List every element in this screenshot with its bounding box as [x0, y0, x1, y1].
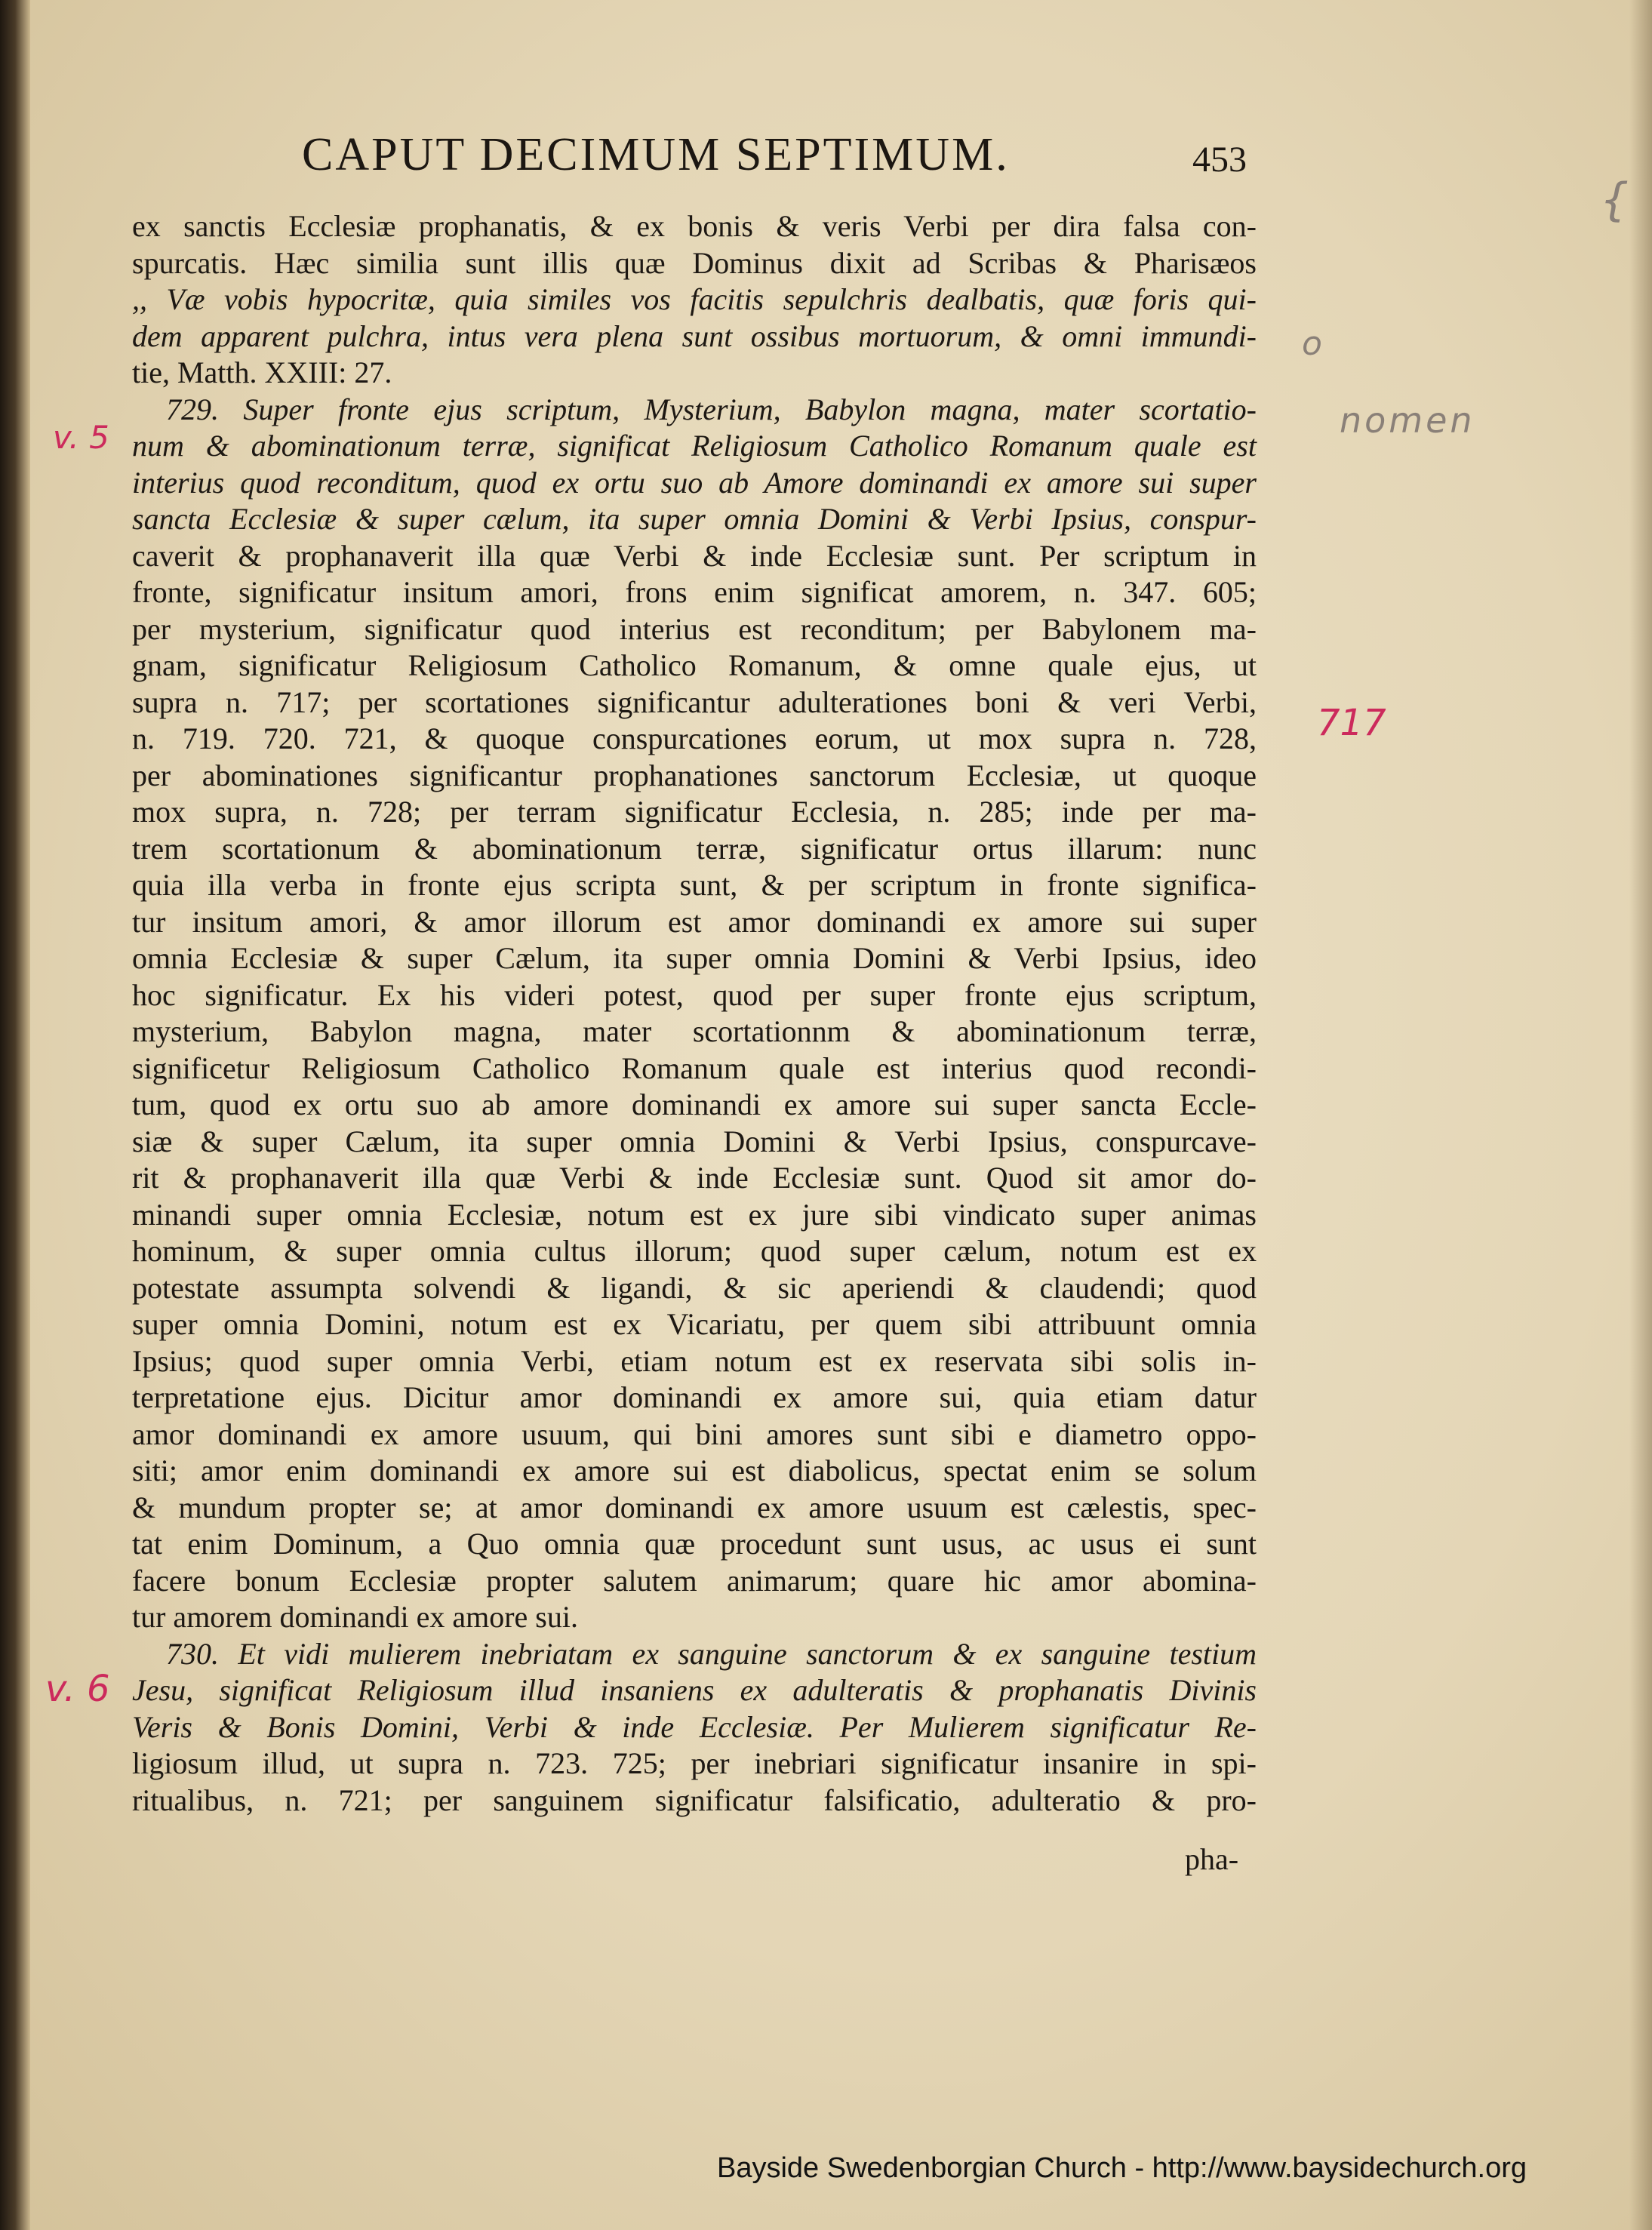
- text-line: amor dominandi ex amore usuum, qui bini amores sunt sibi e diametro oppo-: [132, 1416, 1257, 1451]
- text-line: ligiosum illud, ut supra n. 723. 725; per inebriari significatur insanire in spi-: [132, 1746, 1257, 1780]
- margin-note-717: 717: [1317, 702, 1386, 744]
- text-line: ritualibus, n. 721; per sanguinem significatur falsificatio, adulteratio & pro-: [132, 1782, 1257, 1817]
- text-line: terpretatione ejus. Dicitur amor dominandi ex amore sui, quia etiam datur: [132, 1380, 1257, 1414]
- catchword: pha-: [1185, 1842, 1239, 1876]
- text-line: supra n. 717; per scortationes significantur adulterationes boni & veri Verbi,: [132, 684, 1257, 719]
- text-line: potestate assumpta solvendi & ligandi, & sic aperiendi & claudendi; quod: [132, 1270, 1257, 1305]
- text-line: & mundum propter se; at amor dominandi ex amore usuum est cælestis, spec-: [132, 1490, 1257, 1524]
- text-line: sancta Ecclesiæ & super cælum, ita super omnia Domini & Verbi Ipsius, conspur-: [132, 502, 1257, 536]
- text-line: interius quod reconditum, quod ex ortu suo ab Amore dominandi ex amore sui super: [132, 465, 1257, 500]
- text-line: Ipsius; quod super omnia Verbi, etiam notum est ex reservata sibi solis in-: [132, 1343, 1257, 1378]
- page-header: [302, 128, 1283, 196]
- text-line: minandi super omnia Ecclesiæ, notum est ex jure sibi vindicato super animas: [132, 1197, 1257, 1232]
- text-line: mysterium, Babylon magna, mater scortationnm & abominationum terræ,: [132, 1014, 1257, 1048]
- text-line: siæ & super Cælum, ita super omnia Domini & Verbi Ipsius, conspurcave-: [132, 1124, 1257, 1158]
- text-line: ,, Væ vobis hypocritæ, quia similes vos facitis sepulchris dealbatis, quæ foris qui-: [132, 282, 1257, 316]
- watermark: Bayside Swedenborgian Church - http://www.baysidechurch.org: [717, 2152, 1527, 2184]
- margin-bracket-mark: {: [1600, 174, 1629, 226]
- text-line: significetur Religiosum Catholico Romanum quale est interius quod recondi-: [132, 1050, 1257, 1085]
- text-line: facere bonum Ecclesiæ propter salutem animarum; quare hic amor abomina-: [132, 1563, 1257, 1598]
- text-line: n. 719. 720. 721, & quoque conspurcationes eorum, ut mox supra n. 728,: [132, 721, 1257, 755]
- text-line: trem scortationum & abominationum terræ, significatur ortus illarum: nunc: [132, 831, 1257, 866]
- text-line: mox supra, n. 728; per terram significatur Ecclesia, n. 285; inde per ma-: [132, 795, 1257, 829]
- text-line: omnia Ecclesiæ & super Cælum, ita super omnia Domini & Verbi Ipsius, ideo: [132, 941, 1257, 975]
- text-line: tur amorem dominandi ex amore sui.: [132, 1600, 578, 1634]
- text-line: gnam, significatur Religiosum Catholico Romanum, & omne quale ejus, ut: [132, 648, 1257, 682]
- text-line: dem apparent pulchra, intus vera plena sunt ossibus mortuorum, & omni immundi-: [132, 318, 1257, 353]
- paragraph-730-start: 730. Et vidi mulierem inebriatam ex sanguine sanctorum & ex sanguine testium: [166, 1636, 1257, 1671]
- text-line: quia illa verba in fronte ejus scripta sunt, & per scriptum in fronte significa-: [132, 868, 1257, 902]
- margin-note-v6: v. 6: [45, 1668, 110, 1710]
- text-line: Veris & Bonis Domini, Verbi & inde Ecclesiæ. Per Mulierem significatur Re-: [132, 1709, 1257, 1744]
- page-number: 453: [1192, 140, 1247, 180]
- margin-note-v5: v. 5: [53, 419, 109, 456]
- text-line: num & abominationum terræ, significat Religiosum Catholico Romanum quale est: [132, 429, 1257, 463]
- text-line: tur insitum amori, & amor illorum est amor dominandi ex amore sui super: [132, 904, 1257, 939]
- margin-note-nomen: nomen: [1340, 400, 1475, 441]
- text-line: tum, quod ex ortu suo ab amore dominandi ex amore sui super sancta Eccle-: [132, 1087, 1257, 1121]
- page-edge-shadow: [1629, 0, 1652, 2230]
- text-line: hominum, & super omnia cultus illorum; quod super cælum, notum est ex: [132, 1234, 1257, 1268]
- text-line: spurcatis. Hæc similia sunt illis quæ Dominus dixit ad Scribas & Pharisæos: [132, 245, 1257, 280]
- text-line: tie, Matth. XXIII: 27.: [132, 355, 392, 389]
- margin-note-o: o: [1302, 325, 1322, 363]
- text-line: Jesu, significat Religiosum illud insaniens ex adulteratis & prophanatis Divinis: [132, 1673, 1257, 1707]
- text-line: tat enim Dominum, a Quo omnia quæ procedunt sunt usus, ac usus ei sunt: [132, 1527, 1257, 1561]
- text-line: caverit & prophanaverit illa quæ Verbi & inde Ecclesiæ sunt. Per scriptum in: [132, 538, 1257, 573]
- book-gutter: [0, 0, 30, 2230]
- text-line: rit & prophanaverit illa quæ Verbi & inde Ecclesiæ sunt. Quod sit amor do-: [132, 1161, 1257, 1195]
- text-line: per abominationes significantur prophanationes sanctorum Ecclesiæ, ut quoque: [132, 758, 1257, 792]
- text-line: per mysterium, significatur quod interius est reconditum; per Babylonem ma-: [132, 611, 1257, 646]
- page-body: [132, 208, 1257, 1819]
- text-line: fronte, significatur insitum amori, frons enim significat amorem, n. 347. 605;: [132, 575, 1257, 609]
- running-title: CAPUT DECIMUM SEPTIMUM.: [302, 129, 1010, 180]
- text-line: ex sanctis Ecclesiæ prophanatis, & ex bonis & veris Verbi per dira falsa con-: [132, 209, 1257, 243]
- text-line: super omnia Domini, notum est ex Vicariatu, per quem sibi attribuunt omnia: [132, 1307, 1257, 1341]
- text-line: hoc significatur. Ex his videri potest, quod per super fronte ejus scriptum,: [132, 977, 1257, 1012]
- paragraph-729-start: 729. Super fronte ejus scriptum, Mysterium, Babylon magna, mater scortatio-: [166, 392, 1257, 426]
- text-line: siti; amor enim dominandi ex amore sui est diabolicus, spectat enim se solum: [132, 1453, 1257, 1487]
